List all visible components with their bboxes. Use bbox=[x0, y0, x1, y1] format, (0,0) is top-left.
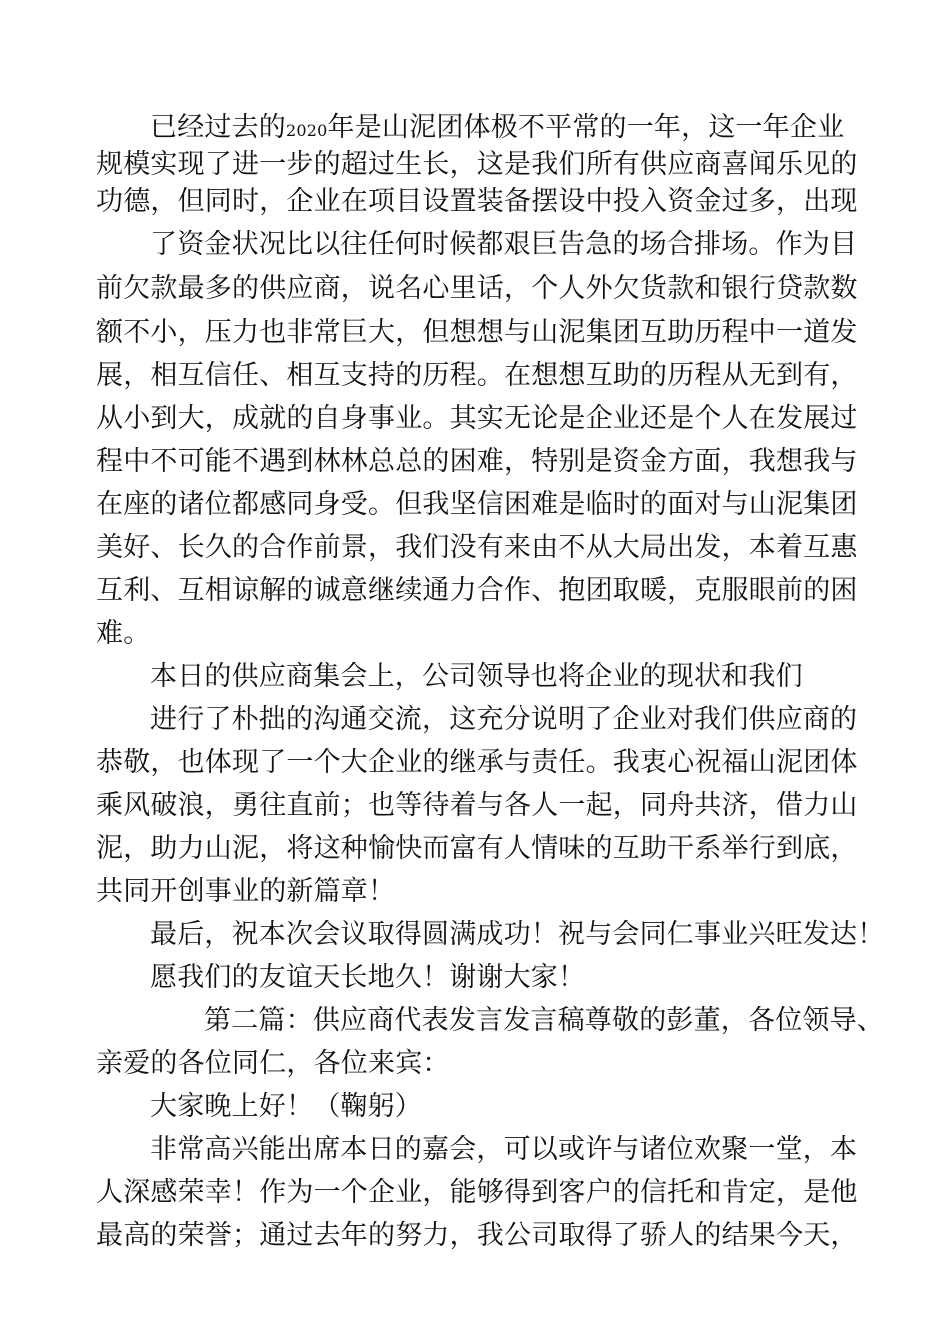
paragraph-7-line-3: 最高的荣誉；通过去年的努力，我公司取得了骄人的结果今天， bbox=[96, 1220, 858, 1251]
paragraph-3-line-1: 本日的供应商集会上，公司领导也将企业的现状和我们 bbox=[150, 661, 803, 692]
greeting-line: 亲爱的各位同仁，各位来宾： bbox=[96, 1048, 450, 1079]
paragraph-1-line-2: 规模实现了进一步的超过生长，这是我们所有供应商喜闻乐见的 bbox=[96, 149, 858, 180]
text-segment: 已经过去的 bbox=[150, 112, 286, 143]
paragraph-4-line-1: 进行了朴拙的沟通交流，这充分说明了企业对我们供应商的 bbox=[150, 704, 858, 735]
paragraph-5-line-1: 最后，祝本次会议取得圆满成功！祝与会同仁事业兴旺发达！ bbox=[150, 919, 885, 950]
paragraph-4-line-5: 共同开创事业的新篇章！ bbox=[96, 876, 396, 907]
paragraph-4-line-2: 恭敬，也体现了一个大企业的继承与责任。我衷心祝福山泥团体 bbox=[96, 747, 858, 778]
paragraph-2-line-1: 了资金状况比以往任何时候都艰巨告急的场合排场。作为目 bbox=[150, 229, 858, 260]
paragraph-4-line-3: 乘风破浪，勇往直前；也等待着与各人一起，同舟共济，借力山 bbox=[96, 790, 858, 821]
paragraph-2-line-2: 前欠款最多的供应商，说名心里话，个人外欠货款和银行贷款数 bbox=[96, 273, 858, 304]
paragraph-1-line-3: 功德，但同时，企业在项目设置装备摆设中投入资金过多，出现 bbox=[96, 186, 858, 217]
paragraph-7-line-2: 人深感荣幸！作为一个企业，能够得到客户的信托和肯定，是他 bbox=[96, 1177, 858, 1208]
year-number: 2020 bbox=[286, 121, 328, 140]
paragraph-4-line-4: 泥，助力山泥，将这种愉快而富有人情味的互助干系举行到底， bbox=[96, 833, 858, 864]
text-segment: 年是山泥团体极不平常的一年，这一年企业 bbox=[327, 112, 845, 143]
paragraph-7-line-1: 非常高兴能出席本日的嘉会，可以或许与诸位欢聚一堂，本 bbox=[150, 1134, 858, 1165]
section-title-line: 第二篇：供应商代表发言发言稿尊敬的彭董，各位领导、 bbox=[204, 1005, 884, 1036]
paragraph-1-line-1 bbox=[150, 110, 844, 149]
paragraph-2-line-8: 美好、长久的合作前景，我们没有来由不从大局出发，本着互惠 bbox=[96, 532, 858, 563]
paragraph-2-line-4: 展，相互信任、相互支持的历程。在想想互助的历程从无到有， bbox=[96, 360, 858, 391]
paragraph-2-line-6: 程中不可能不遇到林林总总的困难，特别是资金方面，我想我与 bbox=[96, 446, 858, 477]
paragraph-2-line-3: 额不小，压力也非常巨大，但想想与山泥集团互助历程中一道发 bbox=[96, 317, 858, 348]
paragraph-2-line-7: 在座的诸位都感同身受。但我坚信困难是临时的面对与山泥集团 bbox=[96, 489, 858, 520]
paragraph-2-line-10: 难。 bbox=[96, 618, 151, 649]
paragraph-2-line-9: 互利、互相谅解的诚意继续通力合作、抱团取暖，克服眼前的困 bbox=[96, 575, 858, 606]
paragraph-2-line-5: 从小到大，成就的自身事业。其实无论是企业还是个人在发展过 bbox=[96, 403, 858, 434]
salutation-line: 大家晚上好！（鞠躬） bbox=[150, 1091, 422, 1122]
paragraph-6-line-1: 愿我们的友谊天长地久！谢谢大家！ bbox=[150, 962, 586, 993]
